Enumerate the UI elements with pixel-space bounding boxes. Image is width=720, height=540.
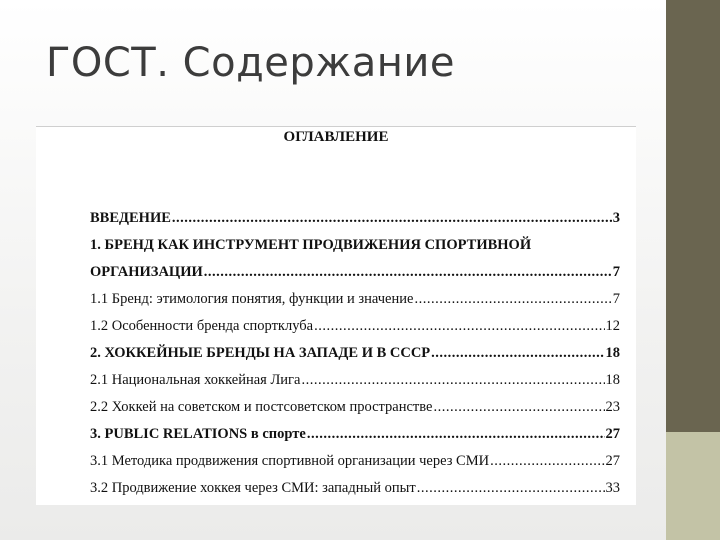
toc-entry [90,398,620,425]
toc-entry-label: 2. ХОККЕЙНЫЕ БРЕНДЫ НА ЗАПАДЕ И В СССР [90,345,431,361]
toc-leader-dots [314,317,604,335]
toc-entry [90,263,620,290]
toc-entry-label: 2.1 Национальная хоккейная Лига [90,372,301,388]
toc-entry-label: 3.1 Методика продвижения спортивной организации через СМИ [90,453,490,469]
toc-entry [90,236,620,263]
toc-entry-label: ОРГАНИЗАЦИИ [90,264,203,280]
toc-entry-label: 1.1 Бренд: этимология понятия, функции и значение [90,291,414,307]
toc-entry-page: 33 [605,480,620,496]
toc-heading: ОГЛАВЛЕНИЕ [283,129,389,145]
toc-entry [90,209,620,236]
toc-leader-dots [301,371,604,389]
toc-entry-page: 18 [605,372,620,388]
toc-list [90,209,620,506]
toc-leader-dots [414,290,611,308]
toc-entry-label: 1. БРЕНД КАК ИНСТРУМЕНТ ПРОДВИЖЕНИЯ СПОРТИВНОЙ [90,237,532,253]
table-of-contents-image [36,126,636,505]
toc-entry [90,371,620,398]
toc-entry-page: 18 [605,345,620,361]
toc-entry [90,425,620,452]
toc-entry-label: 1.2 Особенности бренда спортклуба [90,318,314,334]
toc-leader-dots [204,263,612,281]
toc-entry [90,344,620,371]
toc-entry [90,479,620,506]
toc-entry-page: 23 [605,399,620,415]
toc-entry [90,317,620,344]
toc-entry-page: 7 [612,291,620,307]
toc-leader-dots [490,452,604,470]
toc-entry-label: 3.2 Продвижение хоккея через СМИ: западный опыт [90,480,416,496]
toc-leader-dots [307,425,605,443]
accent-bar-dark [666,0,720,432]
toc-entry [90,452,620,479]
toc-entry-label: ВВЕДЕНИЕ [90,210,171,226]
toc-entry-page: 27 [605,453,620,469]
toc-entry-page: 12 [605,318,620,334]
toc-entry-label: 3. PUBLIC RELATIONS в спорте [90,426,306,442]
toc-leader-dots [433,398,604,416]
toc-leader-dots [417,479,605,497]
toc-leader-dots [431,344,604,362]
toc-entry-page: 7 [612,264,620,280]
toc-leader-dots [172,209,612,227]
toc-entry [90,290,620,317]
toc-entry-page: 27 [605,426,620,442]
accent-bar-light [666,432,720,540]
toc-entry-page: 3 [612,210,620,226]
slide-title: ГОСТ. Содержание [46,40,456,86]
toc-entry-label: 2.2 Хоккей на советском и постсоветском пространстве [90,399,433,415]
